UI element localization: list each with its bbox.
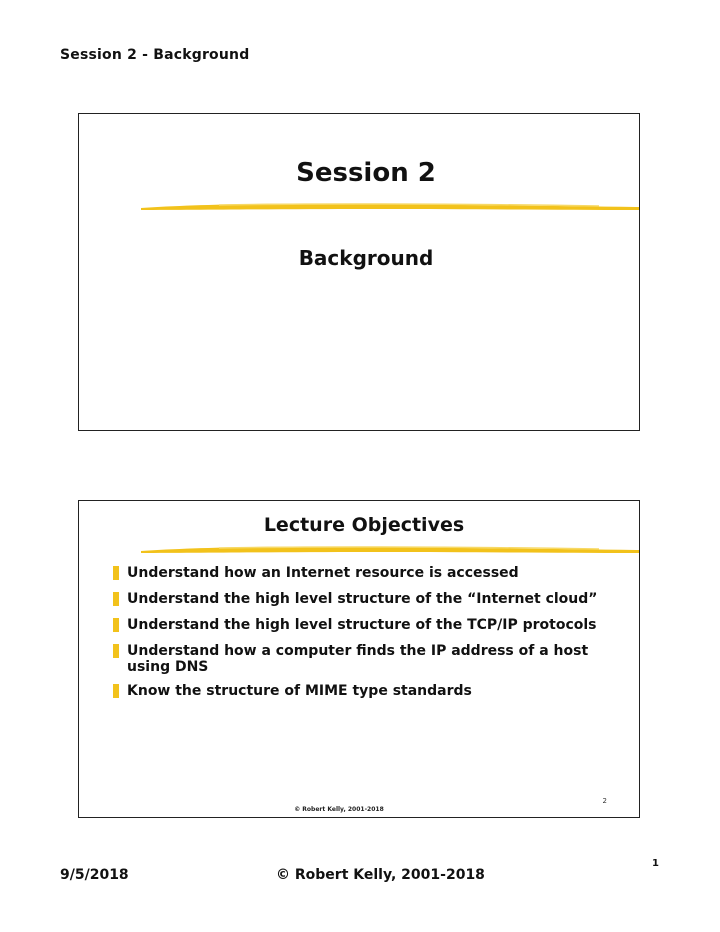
slide-footer: © Robert Kelly, 2001-2018 [294, 806, 384, 813]
bullet-text: Understand how a computer finds the IP address of a host using DNS [127, 643, 589, 675]
page-header-title: Session 2 - Background [60, 47, 250, 63]
page-number: 1 [652, 858, 659, 869]
slide-number: 2 [602, 797, 607, 805]
highlighter-stroke [139, 543, 641, 557]
list-item [113, 617, 613, 633]
bullet-text: Understand the high level structure of the TCP/IP protocols [127, 617, 597, 633]
bullet-marker [113, 618, 119, 632]
bullet-marker [113, 684, 119, 698]
footer-date: 9/5/2018 [60, 867, 129, 883]
slide-2 [78, 500, 640, 818]
list-item [113, 565, 613, 581]
list-item [113, 591, 613, 607]
slide-1-subtitle: Background [298, 246, 434, 270]
bullet-marker [113, 592, 119, 606]
bullet-marker [113, 566, 119, 580]
objectives-list [113, 565, 613, 709]
bullet-marker [113, 644, 119, 658]
slide-1-title: Session 2 [296, 158, 436, 188]
slide-1 [78, 113, 640, 431]
bullet-text: Know the structure of MIME type standards [127, 683, 472, 699]
slide-2-title: Lecture Objectives [263, 514, 465, 536]
list-item [113, 683, 613, 699]
list-item [113, 643, 613, 675]
highlighter-stroke [139, 200, 641, 214]
footer-copyright: © Robert Kelly, 2001-2018 [276, 867, 485, 883]
bullet-text: Understand how an Internet resource is accessed [127, 565, 519, 581]
bullet-text: Understand the high level structure of the “Internet cloud” [127, 591, 598, 607]
